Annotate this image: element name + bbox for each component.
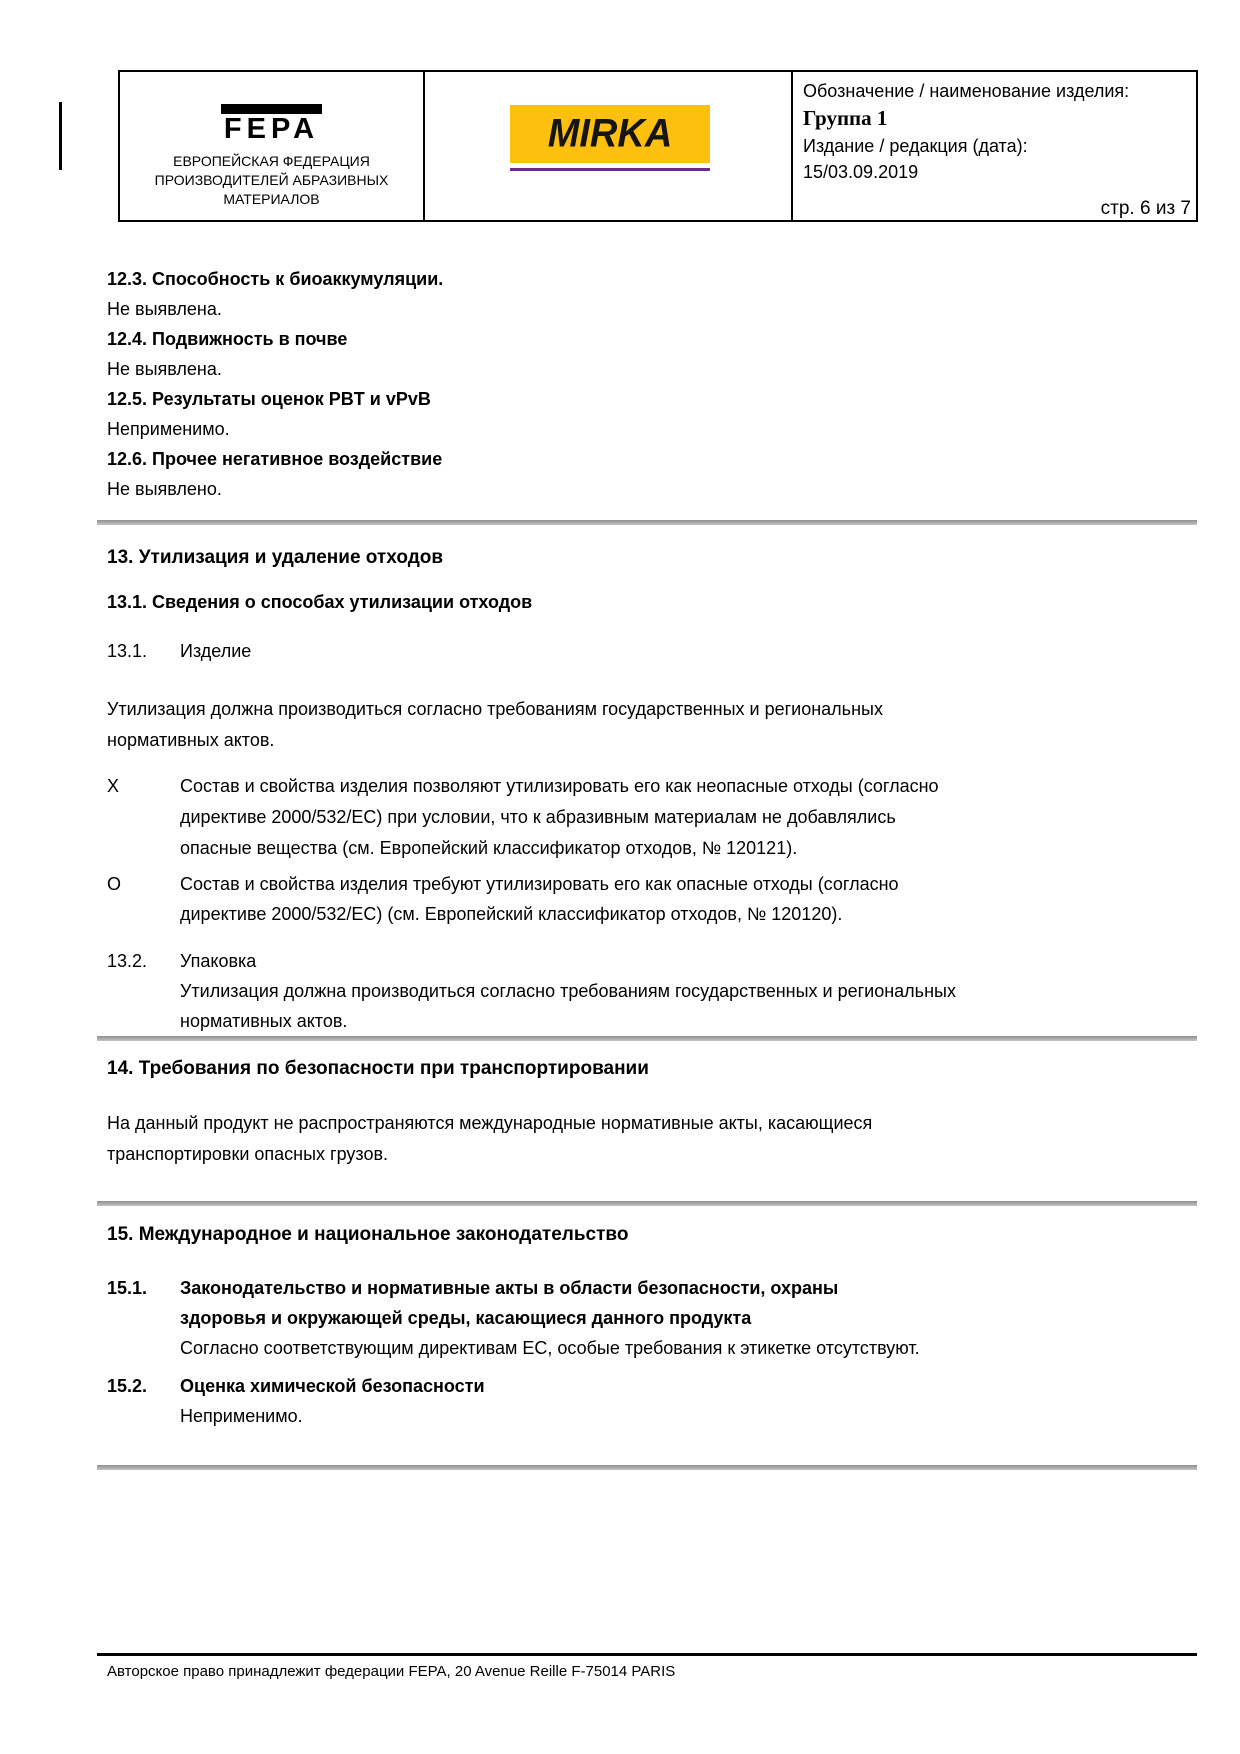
footer-copyright: Авторское право принадлежит федерации FEPA, 20 Avenue Reille F-75014 PARIS bbox=[107, 1663, 676, 1680]
section-12-4-body: Не выявлена. bbox=[107, 359, 222, 379]
option-x-text bbox=[180, 771, 939, 864]
disposal-intro-line: Утилизация должна производиться согласно требованиям государственных и региональных bbox=[107, 699, 883, 719]
section-12-6-body: Не выявлено. bbox=[107, 479, 222, 499]
section-divider bbox=[97, 1036, 1197, 1041]
section-divider bbox=[97, 520, 1197, 525]
option-x-line: Состав и свойства изделия позволяют утилизировать его как неопасные отходы (согласно bbox=[180, 776, 939, 796]
packaging-line: Утилизация должна производиться согласно требованиям государственных и региональных bbox=[180, 981, 956, 1001]
edition-label: Издание / редакция (дата): bbox=[803, 136, 1028, 156]
section-13-1-item bbox=[107, 641, 251, 662]
section-13-1-heading: 13.1. Сведения о способах утилизации отходов bbox=[107, 592, 533, 612]
mirka-logo-text: MIRKA bbox=[547, 111, 673, 156]
disposal-option-o bbox=[107, 869, 899, 929]
disposal-intro bbox=[107, 694, 883, 756]
packaging-line: нормативных актов. bbox=[180, 1011, 348, 1031]
option-o-line: директиве 2000/532/EC) (см. Европейский классификатор отходов, № 120120). bbox=[180, 904, 843, 924]
section-13-heading: 13. Утилизация и удаление отходов bbox=[107, 547, 444, 568]
section-13-2-item bbox=[107, 946, 956, 1036]
page-indicator: стр. 6 из 7 bbox=[1100, 198, 1191, 219]
section-15-1-heading-line: здоровья и окружающей среды, касающиеся данного продукта bbox=[180, 1308, 752, 1328]
section-15-1-heading-line: Законодательство и нормативные акты в области безопасности, охраны bbox=[180, 1278, 839, 1298]
item-number: 15.2. bbox=[107, 1376, 148, 1396]
option-x-marker: X bbox=[107, 776, 120, 796]
packaging-title: Упаковка bbox=[180, 951, 257, 971]
fepa-cell bbox=[120, 72, 425, 220]
option-o-text bbox=[180, 869, 899, 929]
section-15-heading: 15. Международное и национальное законодательство bbox=[107, 1224, 629, 1245]
fepa-caption-line: ПРОИЗВОДИТЕЛЕЙ АБРАЗИВНЫХ bbox=[154, 172, 389, 188]
fepa-caption-line: МАТЕРИАЛОВ bbox=[223, 191, 320, 207]
section-15-2-text bbox=[180, 1371, 485, 1431]
section-12-5-heading: 12.5. Результаты оценок PBT и vPvB bbox=[107, 389, 431, 409]
section-15-2-heading: Оценка химической безопасности bbox=[180, 1376, 485, 1396]
item-title: Изделие bbox=[180, 641, 252, 661]
section-divider bbox=[97, 1465, 1197, 1470]
section-12-4-heading: 12.4. Подвижность в почве bbox=[107, 329, 348, 349]
designation-label: Обозначение / наименование изделия: bbox=[803, 81, 1130, 101]
section-15-1 bbox=[107, 1273, 920, 1363]
section-15-2-body: Неприменимо. bbox=[180, 1406, 303, 1426]
revision-change-bar bbox=[59, 102, 62, 170]
mirka-logo bbox=[510, 105, 710, 163]
section-12 bbox=[107, 264, 443, 504]
section-15-1-body: Согласно соответствующим директивам ЕС, особые требования к этикетке отсутствуют. bbox=[180, 1338, 920, 1358]
edition-value: 15/03.09.2019 bbox=[803, 162, 919, 182]
section-15-1-text bbox=[180, 1273, 920, 1363]
option-o-marker: O bbox=[107, 874, 122, 894]
disposal-option-x bbox=[107, 771, 939, 864]
section-15-2 bbox=[107, 1371, 485, 1431]
disposal-intro-line: нормативных актов. bbox=[107, 730, 275, 750]
item-number: 15.1. bbox=[107, 1278, 148, 1298]
section-12-3-heading: 12.3. Способность к биоаккумуляции. bbox=[107, 269, 444, 289]
footer-rule bbox=[97, 1653, 1197, 1656]
header-table bbox=[118, 70, 1198, 222]
section-12-5-body: Неприменимо. bbox=[107, 419, 230, 439]
packaging-text bbox=[180, 946, 956, 1036]
item-number: 13.2. bbox=[107, 951, 148, 971]
designation-value: Группа 1 bbox=[803, 106, 888, 130]
section-12-3-body: Не выявлена. bbox=[107, 299, 222, 319]
section-14-line: транспортировки опасных грузов. bbox=[107, 1144, 389, 1164]
fepa-caption-line: ЕВРОПЕЙСКАЯ ФЕДЕРАЦИЯ bbox=[173, 153, 370, 169]
option-x-line: директиве 2000/532/EC) при условии, что к абразивным материалам не добавлялись bbox=[180, 807, 896, 827]
section-divider bbox=[97, 1201, 1197, 1206]
item-number: 13.1. bbox=[107, 641, 148, 661]
section-14-body bbox=[107, 1108, 872, 1170]
mirka-underline bbox=[510, 168, 710, 171]
section-14-heading: 14. Требования по безопасности при транспортировании bbox=[107, 1058, 649, 1079]
fepa-logo: FEPA bbox=[221, 104, 322, 144]
mirka-cell bbox=[425, 72, 793, 220]
section-12-6-heading: 12.6. Прочее негативное воздействие bbox=[107, 449, 443, 469]
section-14-line: На данный продукт не распространяются международные нормативные акты, касающиеся bbox=[107, 1113, 873, 1133]
option-x-line: опасные вещества (см. Европейский классификатор отходов, № 120121). bbox=[180, 838, 798, 858]
option-o-line: Состав и свойства изделия требуют утилизировать его как опасные отходы (согласно bbox=[180, 874, 899, 894]
product-info-cell bbox=[793, 72, 1196, 220]
fepa-caption bbox=[155, 152, 389, 209]
